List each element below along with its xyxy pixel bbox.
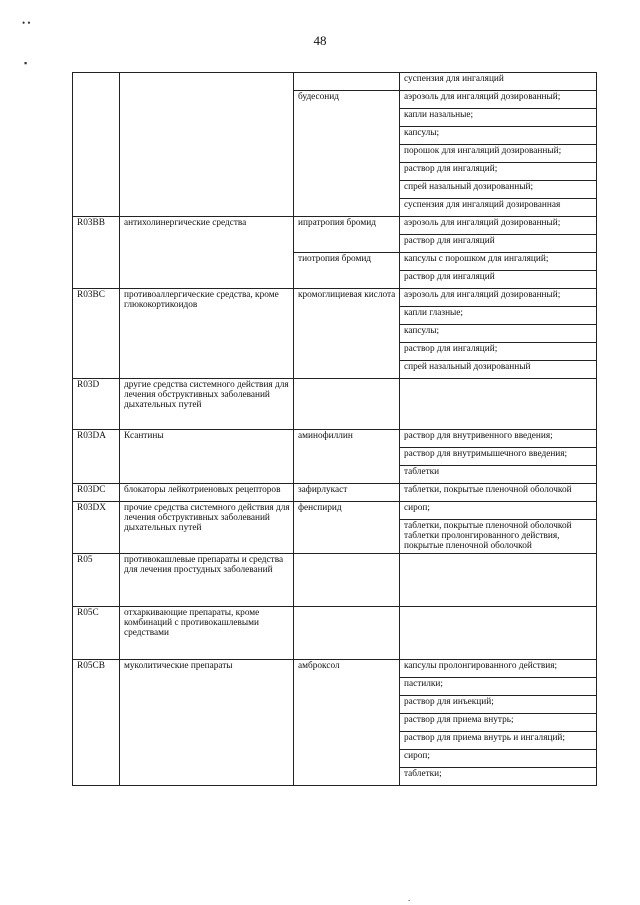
dosage-form-cell: раствор для приема внутрь и ингаляций; [400, 731, 597, 749]
inn-cell [294, 553, 400, 606]
pharmacological-group-cell: противоаллергические средства, кроме глюкокортикоидов [120, 289, 294, 379]
inn-cell: тиотропия бромид [294, 253, 400, 289]
inn-cell: зафирлукаст [294, 484, 400, 502]
dosage-form-cell: суспензия для ингаляций [400, 73, 597, 91]
table-row [73, 484, 597, 502]
pharmacological-group-cell [120, 73, 294, 217]
dosage-form-cell [400, 606, 597, 659]
pharmacological-group-cell: противокашлевые препараты и средства для лечения простудных заболеваний [120, 553, 294, 606]
dosage-form-cell: капсулы пролонгированного действия; [400, 659, 597, 677]
dosage-form-cell: таблетки, покрытые пленочной оболочкой [400, 484, 597, 502]
dosage-form-cell: раствор для внутримышечного введения; [400, 448, 597, 466]
scan-mark: ▪ [24, 58, 28, 68]
inn-cell: будесонид [294, 91, 400, 217]
atc-code-cell [73, 73, 120, 217]
atc-code-cell: R03DX [73, 502, 120, 554]
atc-code-cell: R03DC [73, 484, 120, 502]
dosage-form-cell: капсулы; [400, 127, 597, 145]
dosage-form-cell: сироп; [400, 749, 597, 767]
table-row [73, 289, 597, 307]
inn-cell: фенспирид [294, 502, 400, 554]
table-row [73, 73, 597, 91]
table-row [73, 430, 597, 448]
pharmacological-group-cell: Ксантины [120, 430, 294, 484]
dosage-form-cell: аэрозоль для ингаляций дозированный; [400, 91, 597, 109]
dosage-form-cell: капли назальные; [400, 109, 597, 127]
dosage-form-cell [400, 379, 597, 430]
inn-cell: ипратропия бромид [294, 217, 400, 253]
inn-cell: кромоглициевая кислота [294, 289, 400, 379]
atc-code-cell: R05C [73, 606, 120, 659]
dosage-form-cell: сироп; [400, 502, 597, 520]
page-number: 48 [313, 33, 327, 48]
dosage-form-cell: раствор для ингаляций [400, 271, 597, 289]
dosage-form-cell: таблетки; [400, 767, 597, 785]
dosage-form-cell [400, 553, 597, 606]
table-row [73, 217, 597, 235]
pharmacological-group-cell: отхаркивающие препараты, кроме комбинаций с противокашлевыми средствами [120, 606, 294, 659]
atc-code-cell: R03DA [73, 430, 120, 484]
dosage-form-cell: капсулы; [400, 325, 597, 343]
inn-cell [294, 379, 400, 430]
dosage-form-cell: раствор для ингаляций; [400, 163, 597, 181]
atc-code-cell: R05 [73, 553, 120, 606]
dosage-form-cell: таблетки [400, 466, 597, 484]
atc-code-cell: R03BB [73, 217, 120, 289]
atc-code-cell: R03D [73, 379, 120, 430]
inn-cell [294, 606, 400, 659]
scan-mark: • • [22, 18, 31, 28]
drug-table [72, 72, 597, 786]
dosage-form-cell: аэрозоль для ингаляций дозированный; [400, 217, 597, 235]
inn-cell [294, 73, 400, 91]
dosage-form-cell: порошок для ингаляций дозированный; [400, 145, 597, 163]
dosage-form-cell: аэрозоль для ингаляций дозированный; [400, 289, 597, 307]
table-row [73, 502, 597, 520]
dosage-form-cell: раствор для внутривенного введения; [400, 430, 597, 448]
atc-code-cell: R03BC [73, 289, 120, 379]
dosage-form-cell: раствор для ингаляций; [400, 343, 597, 361]
pharmacological-group-cell: антихолинергические средства [120, 217, 294, 289]
dosage-form-cell: капсулы с порошком для ингаляций; [400, 253, 597, 271]
dosage-form-cell: спрей назальный дозированный; [400, 181, 597, 199]
dosage-form-cell: пастилки; [400, 677, 597, 695]
inn-cell: аминофиллин [294, 430, 400, 484]
atc-code-cell: R05CB [73, 659, 120, 785]
dosage-form-cell: раствор для ингаляций [400, 235, 597, 253]
dosage-form-cell: раствор для инъекций; [400, 695, 597, 713]
dosage-form-cell: спрей назальный дозированный [400, 361, 597, 379]
pharmacological-group-cell: блокаторы лейкотриеновых рецепторов [120, 484, 294, 502]
pharmacological-group-cell: другие средства системного действия для лечения обструктивных заболеваний дыхательных путей [120, 379, 294, 430]
pharmacological-group-cell: муколитические препараты [120, 659, 294, 785]
table-row [73, 553, 597, 606]
table-row [73, 659, 597, 677]
inn-cell: амброксол [294, 659, 400, 785]
table-row [73, 606, 597, 659]
dosage-form-cell: суспензия для ингаляций дозированная [400, 199, 597, 217]
dosage-form-cell: раствор для приема внутрь; [400, 713, 597, 731]
dosage-form-cell: капли глазные; [400, 307, 597, 325]
table-row [73, 379, 597, 430]
dosage-form-cell: таблетки, покрытые пленочной оболочкой таблетки пролонгированного действия, покрытые пленочной оболочкой [400, 520, 597, 554]
pharmacological-group-cell: прочие средства системного действия для лечения обструктивных заболеваний дыхательных путей [120, 502, 294, 554]
drug-table-body [73, 73, 597, 786]
scan-mark: . [408, 893, 411, 903]
